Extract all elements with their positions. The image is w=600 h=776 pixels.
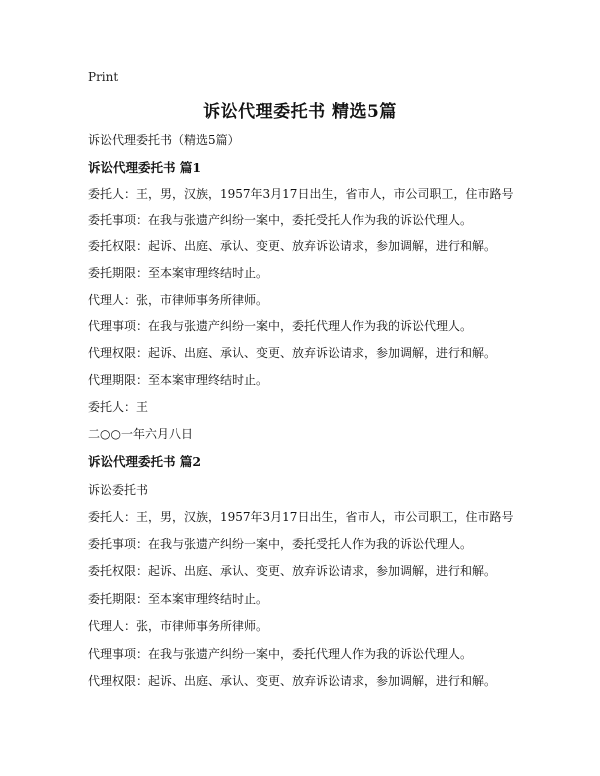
section-1-line: 委托事项：在我与张遗产纠纷一案中，委托受托人作为我的诉讼代理人。 — [88, 213, 473, 227]
print-link[interactable]: Print — [88, 70, 119, 84]
section-1-line: 代理人：张，市律师事务所律师。 — [88, 293, 269, 307]
section-2-line: 委托人：王，男，汉族，1957年3月17日出生，省市人，市公司职工，住市路号 — [88, 510, 514, 524]
section-2-line: 委托事项：在我与张遗产纠纷一案中，委托受托人作为我的诉讼代理人。 — [88, 537, 473, 551]
section-2-line: 代理事项：在我与张遗产纠纷一案中，委托代理人作为我的诉讼代理人。 — [88, 647, 473, 661]
document-subtitle: 诉讼代理委托书（精选5篇） — [88, 133, 240, 147]
section-2-line: 委托期限：至本案审理终结时止。 — [88, 592, 269, 606]
section-1-line: 委托期限：至本案审理终结时止。 — [88, 266, 269, 280]
section-1-line: 代理事项：在我与张遗产纠纷一案中，委托代理人作为我的诉讼代理人。 — [88, 319, 473, 333]
section-1-line: 代理权限：起诉、出庭、承认、变更、放弃诉讼请求，参加调解，进行和解。 — [88, 346, 497, 360]
section-1-heading: 诉讼代理委托书 篇1 — [88, 160, 202, 175]
section-2-line: 诉讼委托书 — [88, 483, 149, 497]
section-2-line: 代理权限：起诉、出庭、承认、变更、放弃诉讼请求，参加调解，进行和解。 — [88, 674, 497, 688]
section-1-line: 委托人：王 — [88, 400, 149, 414]
section-1-line: 代理期限：至本案审理终结时止。 — [88, 373, 269, 387]
section-1-date: 二○○一年六月八日 — [88, 427, 193, 441]
document-title: 诉讼代理委托书 精选5篇 — [203, 102, 397, 122]
section-2-heading: 诉讼代理委托书 篇2 — [88, 454, 202, 469]
section-1-line: 委托人：王，男，汉族，1957年3月17日出生，省市人，市公司职工，住市路号 — [88, 187, 514, 201]
section-2-line: 代理人：张，市律师事务所律师。 — [88, 619, 269, 633]
section-1-line: 委托权限：起诉、出庭、承认、变更、放弃诉讼请求，参加调解，进行和解。 — [88, 239, 497, 253]
section-2-line: 委托权限：起诉、出庭、承认、变更、放弃诉讼请求，参加调解，进行和解。 — [88, 564, 497, 578]
